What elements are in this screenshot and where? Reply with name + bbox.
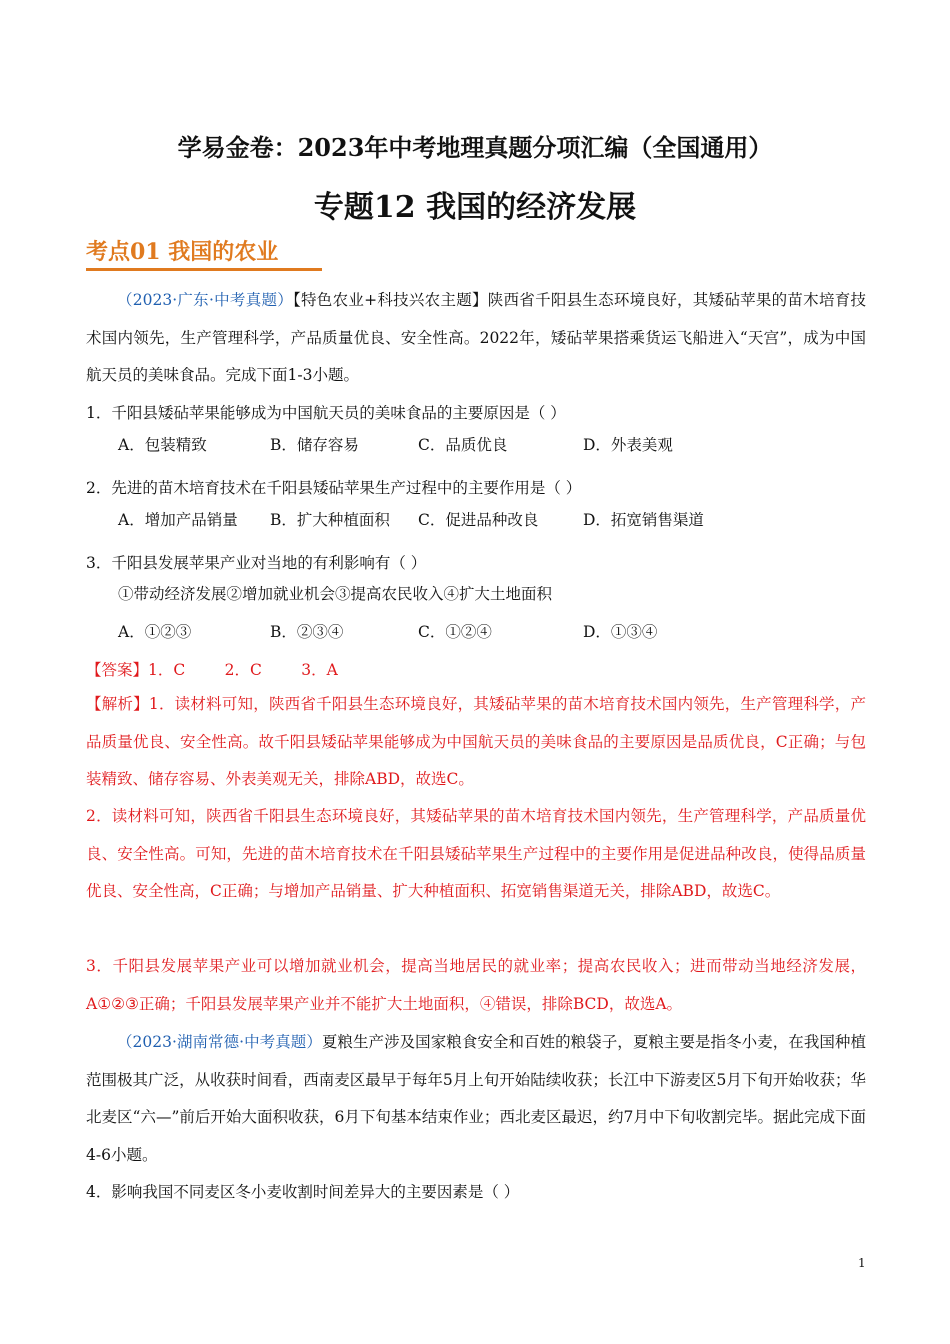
passage-1 [86, 282, 866, 395]
q3-statements: ①带动经济发展②增加就业机会③提高农民收入④扩大土地面积 [118, 585, 553, 603]
passage-1-source: （2023·广东·中考真题） [117, 291, 294, 309]
q2-option-c: C．促进品种改良 [418, 511, 539, 529]
question-3-stem: 3．千阳县发展苹果产业对当地的有利影响有（ ） [86, 554, 427, 572]
q2-option-d: D．拓宽销售渠道 [583, 511, 704, 529]
answer-line [86, 658, 338, 680]
analysis-label: 【解析】 [86, 695, 149, 713]
q1-option-d: D．外表美观 [583, 436, 673, 454]
q2-option-b: B．扩大种植面积 [270, 511, 390, 529]
question-4-stem: 4．影响我国不同麦区冬小麦收割时间差异大的主要因素是（ ） [86, 1183, 520, 1201]
q2-option-a: A．增加产品销量 [118, 511, 238, 529]
q1-option-c: C．品质优良 [418, 436, 508, 454]
passage-2-source: （2023·湖南常德·中考真题） [117, 1033, 322, 1051]
answer-text: 1．C 2．C 3．A [148, 661, 338, 679]
question-2-stem: 2．先进的苗木培育技术在千阳县矮砧苹果生产过程中的主要作用是（ ） [86, 479, 582, 497]
section-heading: 考点01 我国的农业 [86, 239, 279, 265]
topic-title: 专题12 我国的经济发展 [313, 190, 637, 225]
q3-option-d: D．①③④ [583, 623, 658, 641]
question-1-stem: 1．千阳县矮砧苹果能够成为中国航天员的美味食品的主要原因是（ ） [86, 404, 566, 422]
section-underline [86, 268, 322, 271]
passage-2-text: 夏粮生产涉及国家粮食安全和百姓的粮袋子，夏粮主要是指冬小麦，在我国种植范围极其广泛，从收获时间看，西南麦区最早于每年5月上旬开始陆续收获；长江中下游麦区5月下旬开始收获；华北麦区“六—”前后开始大面积收获，6月下旬基本结束作业；西北麦区最迟，约7月中下旬收割完毕。据此完成下面4-6小题。 [86, 1033, 866, 1164]
passage-2 [86, 1024, 866, 1174]
analysis-2: 2．读材料可知，陕西省千阳县生态环境良好，其矮砧苹果的苗木培育技术国内领先，生产管理科学，产品质量优良、安全性高。可知，先进的苗木培育技术在千阳县矮砧苹果生产过程中的主要作用是促进品种改良，使得品质量优良、安全性高，C正确；与增加产品销量、扩大种植面积、拓宽销售渠道无关，排除ABD，故选C。 [86, 807, 866, 900]
q3-option-b: B．②③④ [270, 623, 344, 641]
analysis-3: 3．千阳县发展苹果产业可以增加就业机会，提高当地居民的就业率；提高农民收入；进而带动当地经济发展，A①②③正确；千阳县发展苹果产业并不能扩大土地面积，④错误，排除BCD，故选A。 [86, 957, 866, 1013]
q3-option-c: C．①②④ [418, 623, 492, 641]
analysis-1-text: 1．读材料可知，陕西省千阳县生态环境良好，其矮砧苹果的苗木培育技术国内领先，生产管理科学，产品质量优良、安全性高。故千阳县矮砧苹果能够成为中国航天员的美味食品的主要原因是品质优良，C正确；与包装精致、储存容易、外表美观无关，排除ABD，故选C。 [86, 695, 866, 788]
page-title: 学易金卷：2023年中考地理真题分项汇编（全国通用） [177, 133, 773, 162]
q3-option-a: A．①②③ [118, 623, 192, 641]
page-number: 1 [858, 1256, 866, 1270]
q1-option-b: B．储存容易 [270, 436, 359, 454]
q1-option-a: A．包装精致 [118, 436, 207, 454]
passage-1-text: 【特色农业+科技兴农主题】陕西省千阳县生态环境良好，其矮砧苹果的苗木培育技术国内领先，生产管理科学，产品质量优良、安全性高。2022年，矮砧苹果搭乘货运飞船进入“天宫”，成为中国航天员的美味食品。完成下面1-3小题。 [86, 291, 866, 384]
analysis-1 [86, 686, 866, 799]
answer-label: 【答案】 [86, 661, 149, 679]
